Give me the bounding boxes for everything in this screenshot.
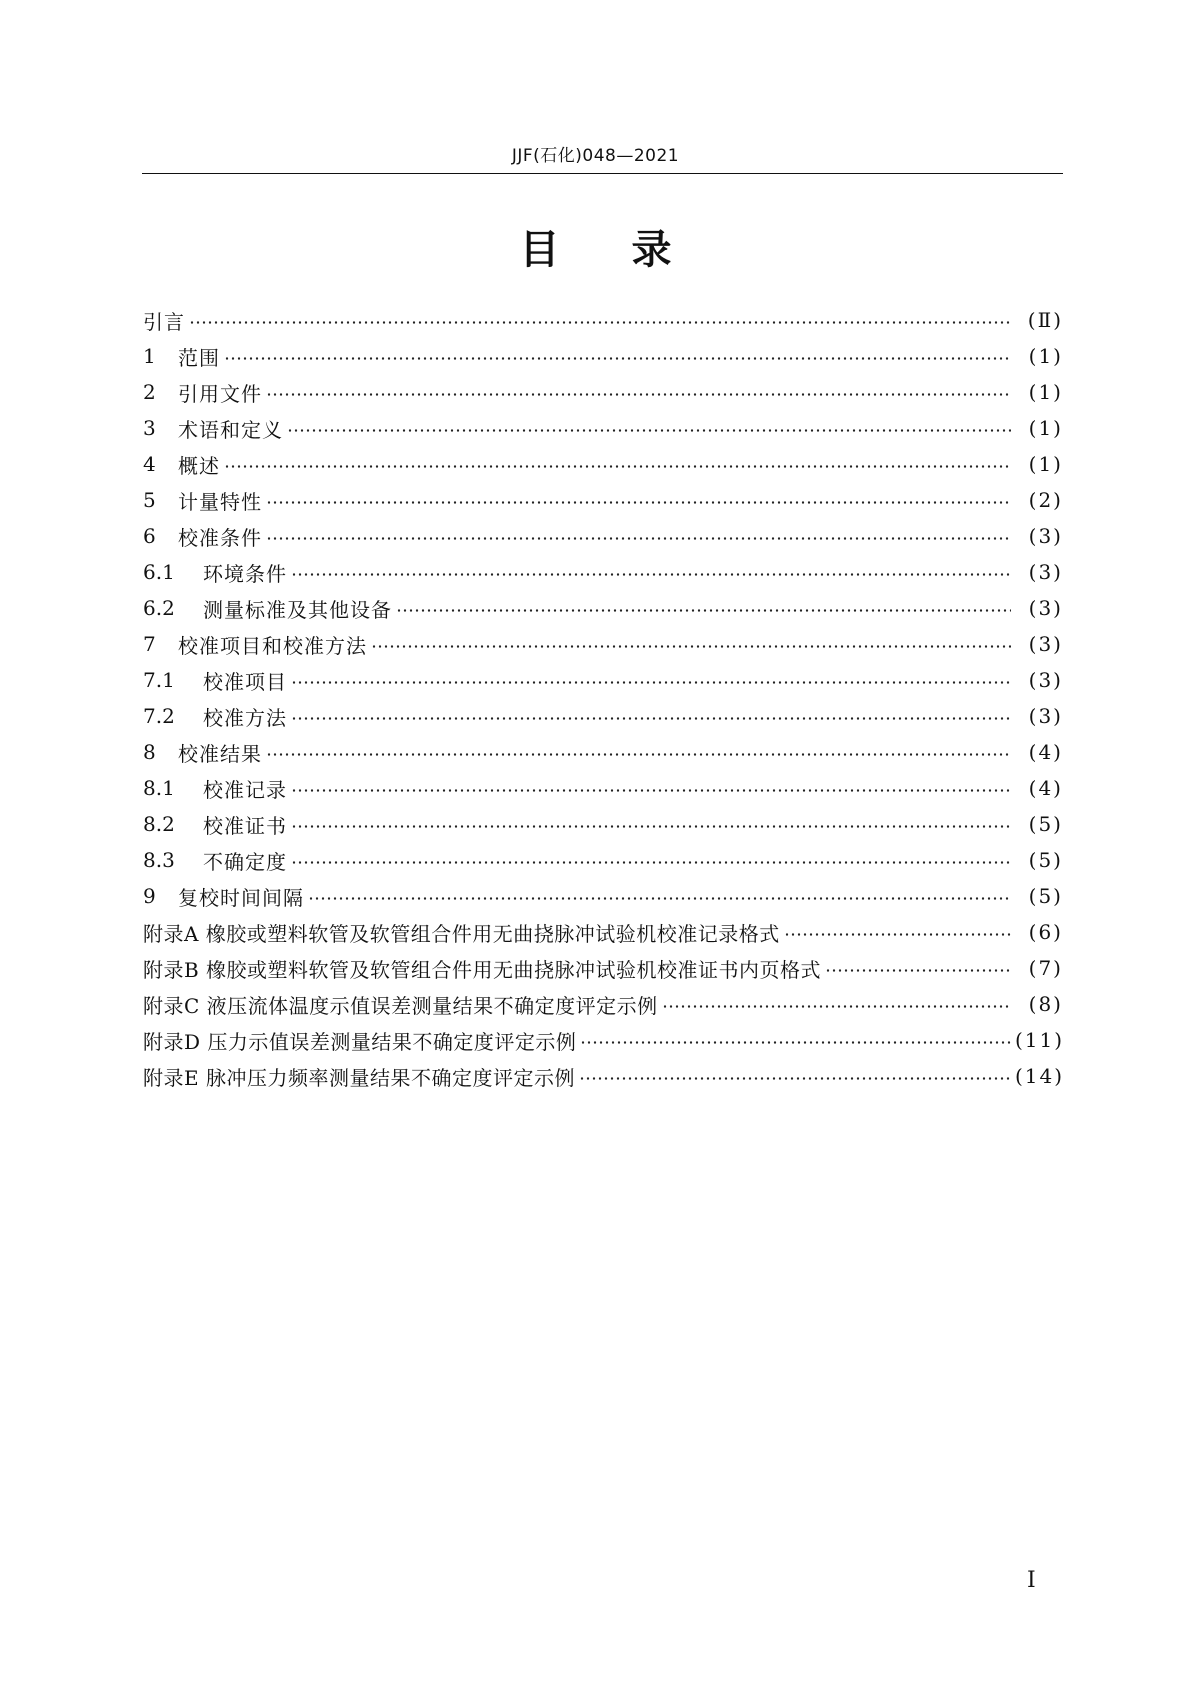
- toc-entry[interactable]: [143, 986, 1063, 1022]
- toc-entry-title: 校准条件: [178, 525, 262, 550]
- toc-entry-title: 引用文件: [178, 381, 262, 406]
- toc-entry-page: (14): [1015, 1064, 1065, 1088]
- toc-leader-dots: [291, 706, 1011, 726]
- toc-leader-dots: [266, 490, 1011, 510]
- toc-entry-title: 校准项目和校准方法: [178, 633, 367, 658]
- toc-entry-number: 6: [143, 524, 156, 548]
- toc-entry-number: 5: [143, 488, 156, 512]
- toc-entry-page: (Ⅱ): [1027, 308, 1063, 332]
- toc-entry-page: (1): [1028, 416, 1063, 440]
- toc-entry-number: 8.3: [143, 848, 175, 872]
- toc-entry[interactable]: [143, 878, 1063, 914]
- toc-entry-page: (11): [1015, 1028, 1065, 1052]
- toc-leader-dots: [224, 454, 1011, 474]
- toc-entry-number: 1: [143, 344, 156, 368]
- toc-leader-dots: [784, 922, 1011, 942]
- toc-entry-title: 附录A 橡胶或塑料软管及软管组合件用无曲挠脉冲试验机校准记录格式: [143, 921, 780, 946]
- toc-entry-number: 4: [143, 452, 156, 476]
- toc-entry-number: 9: [143, 884, 156, 908]
- toc-entry-page: (3): [1028, 560, 1063, 584]
- toc-leader-dots: [266, 382, 1011, 402]
- toc-entry[interactable]: [143, 302, 1063, 338]
- toc-entry-title: 校准结果: [178, 741, 262, 766]
- toc-entry-number: 8.2: [143, 812, 175, 836]
- toc-entry-number: 8.1: [143, 776, 175, 800]
- toc-entry-number: 3: [143, 416, 156, 440]
- toc-entry[interactable]: [143, 806, 1063, 842]
- toc-leader-dots: [291, 850, 1011, 870]
- toc-leader-dots: [287, 418, 1011, 438]
- toc-leader-dots: [291, 778, 1011, 798]
- toc-entry-page: (5): [1028, 848, 1063, 872]
- toc-entry-title: 环境条件: [203, 561, 287, 586]
- toc-entry-title: 校准项目: [203, 669, 287, 694]
- toc-entry-number: 7: [143, 632, 156, 656]
- toc-entry-number: 7.2: [143, 704, 175, 728]
- toc-entry-title: 引言: [143, 309, 185, 334]
- toc-entry-page: (1): [1028, 452, 1063, 476]
- toc-entry-page: (2): [1028, 488, 1063, 512]
- toc-entry-title: 附录C 液压流体温度示值误差测量结果不确定度评定示例: [143, 993, 658, 1018]
- toc-leader-dots: [291, 814, 1011, 834]
- toc-entry-title: 测量标准及其他设备: [203, 597, 392, 622]
- toc-entry-title: 复校时间间隔: [178, 885, 304, 910]
- table-of-contents: [143, 302, 1063, 1094]
- toc-entry[interactable]: [143, 554, 1063, 590]
- toc-entry-number: 2: [143, 380, 156, 404]
- toc-entry[interactable]: [143, 1022, 1063, 1058]
- toc-leader-dots: [266, 742, 1011, 762]
- toc-entry-title: 范围: [178, 345, 220, 370]
- toc-entry-page: (3): [1028, 668, 1063, 692]
- toc-entry-page: (3): [1028, 524, 1063, 548]
- toc-entry-title: 计量特性: [178, 489, 262, 514]
- toc-leader-dots: [396, 598, 1011, 618]
- toc-entry-page: (3): [1028, 632, 1063, 656]
- toc-entry[interactable]: [143, 662, 1063, 698]
- toc-entry[interactable]: [143, 626, 1063, 662]
- toc-entry-title: 术语和定义: [178, 417, 283, 442]
- toc-entry-number: 6.2: [143, 596, 175, 620]
- toc-leader-dots: [291, 670, 1011, 690]
- toc-entry-title: 校准证书: [203, 813, 287, 838]
- toc-entry-title: 校准方法: [203, 705, 287, 730]
- toc-leader-dots: [291, 562, 1011, 582]
- toc-entry-title: 附录D 压力示值误差测量结果不确定度评定示例: [143, 1029, 577, 1054]
- toc-leader-dots: [825, 958, 1011, 978]
- toc-entry[interactable]: [143, 446, 1063, 482]
- toc-leader-dots: [579, 1066, 1011, 1086]
- page-number: Ⅰ: [1027, 1568, 1036, 1593]
- toc-entry[interactable]: [143, 914, 1063, 950]
- header-rule: [142, 173, 1063, 174]
- toc-leader-dots: [662, 994, 1011, 1014]
- toc-entry[interactable]: [143, 410, 1063, 446]
- toc-entry[interactable]: [143, 698, 1063, 734]
- toc-entry-page: (7): [1028, 956, 1063, 980]
- toc-entry[interactable]: [143, 842, 1063, 878]
- document-code: JJF(石化)048—2021: [511, 146, 680, 166]
- toc-entry[interactable]: [143, 590, 1063, 626]
- toc-entry-page: (1): [1028, 380, 1063, 404]
- toc-leader-dots: [224, 346, 1011, 366]
- toc-entry-page: (5): [1028, 812, 1063, 836]
- toc-entry[interactable]: [143, 338, 1063, 374]
- toc-entry-title: 不确定度: [203, 849, 287, 874]
- toc-entry[interactable]: [143, 1058, 1063, 1094]
- toc-entry-page: (4): [1028, 740, 1063, 764]
- toc-entry-page: (4): [1028, 776, 1063, 800]
- toc-entry[interactable]: [143, 518, 1063, 554]
- toc-entry-title: 校准记录: [203, 777, 287, 802]
- toc-entry[interactable]: [143, 950, 1063, 986]
- toc-entry-page: (3): [1028, 596, 1063, 620]
- toc-entry[interactable]: [143, 734, 1063, 770]
- toc-leader-dots: [266, 526, 1011, 546]
- toc-entry-title: 概述: [178, 453, 220, 478]
- toc-entry-title: 附录B 橡胶或塑料软管及软管组合件用无曲挠脉冲试验机校准证书内页格式: [143, 957, 822, 982]
- toc-entry-number: 8: [143, 740, 156, 764]
- toc-leader-dots: [580, 1030, 1011, 1050]
- toc-entry-page: (1): [1028, 344, 1063, 368]
- toc-entry[interactable]: [143, 770, 1063, 806]
- toc-entry[interactable]: [143, 482, 1063, 518]
- page-title: 目录: [519, 227, 744, 273]
- toc-entry-title: 附录E 脉冲压力频率测量结果不确定度评定示例: [143, 1065, 575, 1090]
- toc-entry-number: 7.1: [143, 668, 175, 692]
- toc-entry[interactable]: [143, 374, 1063, 410]
- toc-entry-page: (3): [1028, 704, 1063, 728]
- toc-leader-dots: [308, 886, 1011, 906]
- toc-entry-number: 6.1: [143, 560, 175, 584]
- toc-leader-dots: [189, 310, 1011, 330]
- toc-entry-page: (5): [1028, 884, 1063, 908]
- toc-leader-dots: [371, 634, 1011, 654]
- toc-entry-page: (6): [1028, 920, 1063, 944]
- toc-entry-page: (8): [1028, 992, 1063, 1016]
